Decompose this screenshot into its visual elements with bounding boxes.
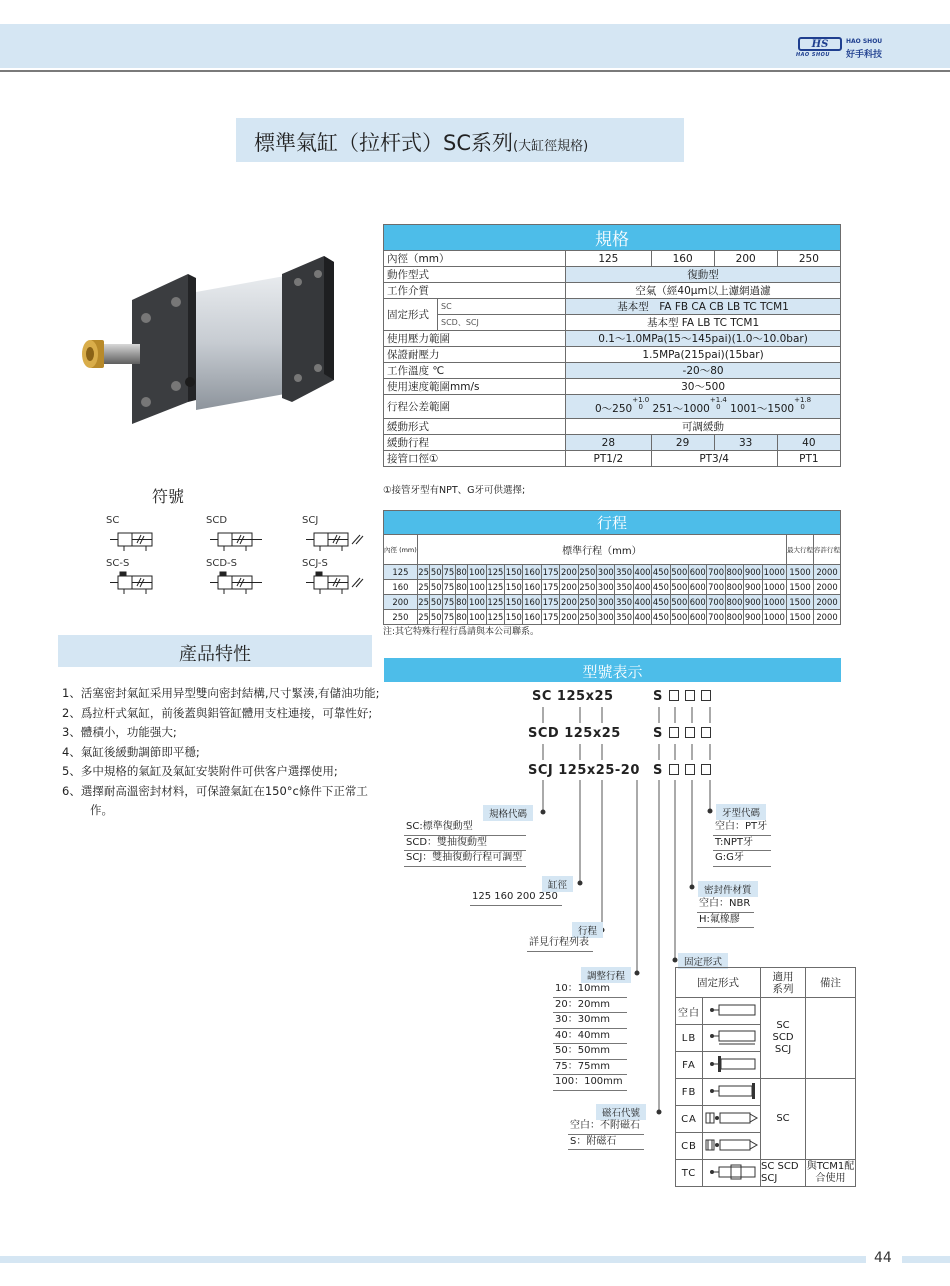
feature-item: 2、爲拉杆式氣缸，前後蓋與鋁管缸體用支柱連接，可靠性好; xyxy=(62,705,373,720)
spec-cell: 29 xyxy=(651,435,714,451)
stroke-cell: 900 xyxy=(744,580,762,595)
stroke-cell: 1000 xyxy=(762,610,786,625)
stroke-cell: 100 xyxy=(468,580,486,595)
spec-sublabel: SC xyxy=(438,299,566,315)
stroke-cell: 125 xyxy=(486,565,504,580)
stroke-cell: 250 xyxy=(578,610,596,625)
spec-cell: 1.5MPa(215pai)(15bar) xyxy=(566,347,841,363)
model-heading: 型號表示 xyxy=(582,663,643,681)
logo-badge: HS xyxy=(798,37,842,51)
stroke-cell: 350 xyxy=(615,580,633,595)
symbol-drawing xyxy=(302,570,366,596)
model-option-boxes: S xyxy=(653,689,711,704)
stroke-cell: 160 xyxy=(523,580,541,595)
stroke-row xyxy=(384,610,841,625)
stroke-cell: 75 xyxy=(443,580,456,595)
stroke-cell: 500 xyxy=(670,580,688,595)
stroke-cell: 1000 xyxy=(762,565,786,580)
stroke-cell: 400 xyxy=(633,595,651,610)
spec-cell: PT1/2 xyxy=(566,451,651,467)
stroke-cell: 250 xyxy=(578,565,596,580)
model-type-options: SC:標準復動型 SCD：雙抽復動型 SCJ：雙抽復動行程可調型 xyxy=(404,820,526,867)
stroke-cell: 350 xyxy=(615,565,633,580)
symbol-drawing xyxy=(302,527,366,553)
stroke-bore-cell: 125 xyxy=(384,565,418,580)
stroke-cell: 1000 xyxy=(762,580,786,595)
stroke-cell: 600 xyxy=(689,565,707,580)
stroke-cell: 300 xyxy=(597,595,615,610)
stroke-cell: 100 xyxy=(468,595,486,610)
stroke-cell: 200 xyxy=(560,580,578,595)
stroke-cell: 150 xyxy=(505,565,523,580)
spec-cell: 可調緩動 xyxy=(566,419,841,435)
model-mount-tag: 固定形式 xyxy=(678,953,728,969)
model-type-tag: 規格代碼 xyxy=(483,805,533,821)
spec-cell: 250 xyxy=(777,251,840,267)
mount-code: LB xyxy=(676,1025,703,1052)
stroke-cell: 125 xyxy=(486,595,504,610)
mount-series: SC xyxy=(761,1079,806,1160)
features-list xyxy=(62,684,382,821)
stroke-allow-header: 容許行程 xyxy=(814,535,841,565)
stroke-cell: 80 xyxy=(455,610,468,625)
cylinder-symbol xyxy=(206,558,286,602)
model-seal-options: 空白：NBR H:氟橡膠 xyxy=(697,897,754,928)
stroke-bore-header: 內徑 (mm) xyxy=(384,535,418,565)
stroke-cell: 100 xyxy=(468,565,486,580)
stroke-cell: 25 xyxy=(417,565,430,580)
model-adjust-options: 10：10mm 20：20mm 30：30mm 40：40mm 50：50mm 75：75mm 100：100mm xyxy=(553,982,627,1091)
mount-header-note: 備注 xyxy=(806,968,856,998)
stroke-cell: 500 xyxy=(670,565,688,580)
cylinder-symbol xyxy=(106,515,186,559)
mount-code: FA xyxy=(676,1052,703,1079)
spec-label: 使用速度範圍mm/s xyxy=(384,379,566,395)
stroke-cell: 600 xyxy=(689,595,707,610)
stroke-cell: 80 xyxy=(455,565,468,580)
stroke-row xyxy=(384,580,841,595)
logo-english: HAO SHOU xyxy=(846,38,883,45)
stroke-cell: 400 xyxy=(633,565,651,580)
mount-header-form: 固定形式 xyxy=(676,968,761,998)
symbol-label: SCD-S xyxy=(206,558,237,569)
stroke-cell: 300 xyxy=(597,580,615,595)
stroke-std-header: 標準行程（mm） xyxy=(417,535,786,565)
stroke-cell: 450 xyxy=(652,565,670,580)
stroke-cell: 800 xyxy=(725,610,743,625)
spec-cell: PT3/4 xyxy=(651,451,777,467)
stroke-cell: 1500 xyxy=(787,610,814,625)
cylinder-photo xyxy=(72,252,342,442)
spec-label: 動作型式 xyxy=(384,267,566,283)
stroke-cell: 25 xyxy=(417,580,430,595)
stroke-cell: 50 xyxy=(430,595,443,610)
spec-label: 緩動行程 xyxy=(384,435,566,451)
mount-icon-cb xyxy=(703,1133,761,1160)
stroke-cell: 50 xyxy=(430,580,443,595)
spec-sublabel: SCD、SCJ xyxy=(438,315,566,331)
stroke-cell: 1500 xyxy=(787,595,814,610)
symbol-drawing xyxy=(106,527,170,553)
symbol-drawing xyxy=(206,570,270,596)
stroke-cell: 400 xyxy=(633,610,651,625)
mount-note-empty xyxy=(806,1079,856,1160)
header-rule xyxy=(0,70,950,72)
stroke-cell: 175 xyxy=(541,565,559,580)
stroke-cell: 450 xyxy=(652,595,670,610)
symbol-label: SCD xyxy=(206,515,228,526)
spec-label: 內徑（mm） xyxy=(384,251,566,267)
stroke-cell: 1500 xyxy=(787,580,814,595)
stroke-cell: 2000 xyxy=(814,565,841,580)
cylinder-symbol xyxy=(106,558,186,602)
model-bore-tag: 缸徑 xyxy=(542,876,573,892)
logo-subtext: HAO SHOU xyxy=(796,52,830,58)
spec-cell: 空氣（經40μm以上濾網過濾 xyxy=(566,283,841,299)
mount-icon-fb xyxy=(703,1079,761,1106)
mount-icon-lb xyxy=(703,1025,761,1052)
feature-item: 3、體積小，功能强大; xyxy=(62,725,177,739)
model-code-line: SC 125x25 xyxy=(532,689,614,704)
stroke-cell: 500 xyxy=(670,610,688,625)
model-magnet-tag: 磁石代號 xyxy=(596,1104,646,1120)
model-thread-options: 空白：PT牙 T:NPT牙 G:G牙 xyxy=(713,820,771,867)
page-title: 標準氣缸（拉杆式）SC系列(大缸徑規格) xyxy=(254,131,589,155)
spec-note: ①接管牙型有NPT、G牙可供選擇; xyxy=(383,485,526,496)
mount-series: SC SCD SCJ xyxy=(761,998,806,1079)
stroke-cell: 1000 xyxy=(762,595,786,610)
stroke-cell: 250 xyxy=(578,595,596,610)
spec-cell: 基本型 FA FB CA CB LB TC TCM1 xyxy=(566,299,841,315)
stroke-cell: 160 xyxy=(523,565,541,580)
model-magnet-options: 空白：不附磁石 S：附磁石 xyxy=(568,1119,644,1150)
spec-cell: 28 xyxy=(566,435,651,451)
spec-cell: 160 xyxy=(651,251,714,267)
features-heading: 產品特性 xyxy=(179,644,251,665)
spec-heading: 規格 xyxy=(384,225,841,251)
spec-label: 行程公差範圍 xyxy=(384,395,566,419)
mount-icon-ca xyxy=(703,1106,761,1133)
stroke-cell: 900 xyxy=(744,610,762,625)
cylinder-symbol xyxy=(302,558,382,602)
mount-code: FB xyxy=(676,1079,703,1106)
stroke-heading: 行程 xyxy=(384,511,841,535)
stroke-cell: 600 xyxy=(689,580,707,595)
spec-label: 工作溫度 ℃ xyxy=(384,363,566,379)
page-title-box xyxy=(236,118,684,162)
cylinder-symbol xyxy=(302,515,382,559)
stroke-cell: 175 xyxy=(541,595,559,610)
model-code-line: SCD 125x25 xyxy=(528,726,621,741)
stroke-cell: 80 xyxy=(455,595,468,610)
stroke-max-header: 最大行程 xyxy=(787,535,814,565)
stroke-cell: 150 xyxy=(505,595,523,610)
stroke-cell: 175 xyxy=(541,610,559,625)
stroke-cell: 75 xyxy=(443,595,456,610)
mount-table xyxy=(675,967,856,1187)
stroke-cell: 450 xyxy=(652,580,670,595)
mount-series: SC SCD SCJ xyxy=(761,1160,806,1187)
stroke-cell: 75 xyxy=(443,610,456,625)
feature-item: 1、活塞密封氣缸采用异型雙向密封結構,尺寸緊湊,有儲油功能; xyxy=(62,686,380,700)
mount-code: CA xyxy=(676,1106,703,1133)
spec-cell: -20～80 xyxy=(566,363,841,379)
mount-icon-fa xyxy=(703,1052,761,1079)
feature-item: 6、選擇耐高溫密封材料，可保證氣缸在150°c條件下正常工作。 xyxy=(62,783,368,817)
stroke-cell: 160 xyxy=(523,595,541,610)
model-code-line: SCJ 125x25-20 xyxy=(528,763,640,778)
stroke-cell: 1500 xyxy=(787,565,814,580)
mount-header-series: 適用系列 xyxy=(761,968,806,998)
spec-cell: 復動型 xyxy=(566,267,841,283)
stroke-cell: 150 xyxy=(505,580,523,595)
stroke-cell: 125 xyxy=(486,610,504,625)
symbol-label: SC xyxy=(106,515,120,526)
feature-item: 4、氣缸後緩動調節即平穩; xyxy=(62,744,200,759)
stroke-cell: 700 xyxy=(707,610,725,625)
stroke-cell: 900 xyxy=(744,595,762,610)
stroke-cell: 160 xyxy=(523,610,541,625)
stroke-bore-cell: 200 xyxy=(384,595,418,610)
spec-cell: 33 xyxy=(714,435,777,451)
stroke-cell: 700 xyxy=(707,595,725,610)
stroke-cell: 250 xyxy=(578,580,596,595)
spec-cell: 0.1～1.0MPa(15～145pai)(1.0～10.0bar) xyxy=(566,331,841,347)
stroke-cell: 350 xyxy=(615,595,633,610)
stroke-cell: 50 xyxy=(430,610,443,625)
spec-label: 緩動形式 xyxy=(384,419,566,435)
mount-icon-basic xyxy=(703,998,761,1025)
model-adjust-tag: 調整行程 xyxy=(581,967,631,983)
stroke-row xyxy=(384,595,841,610)
stroke-cell: 200 xyxy=(560,595,578,610)
stroke-cell: 350 xyxy=(615,610,633,625)
spec-label: 使用壓力範圍 xyxy=(384,331,566,347)
spec-tolerance-cell: $0\sim 250^{+1.0 0}$ $251\sim 1000^{+1.4 0}$ $1001\sim 1500^{+1.8 0}$ xyxy=(566,395,841,419)
mount-note: 與TCM1配合使用 xyxy=(806,1160,856,1187)
stroke-cell: 80 xyxy=(455,580,468,595)
stroke-cell: 700 xyxy=(707,565,725,580)
stroke-cell: 800 xyxy=(725,580,743,595)
model-option-boxes: S xyxy=(653,726,711,741)
stroke-cell: 75 xyxy=(443,565,456,580)
model-stroke-tag: 行程 xyxy=(572,922,603,938)
page-title-suffix: (大缸徑規格) xyxy=(513,139,589,154)
spec-label: 接管口徑① xyxy=(384,451,566,467)
symbol-label: SC-S xyxy=(106,558,130,569)
stroke-table xyxy=(383,510,841,625)
stroke-cell: 450 xyxy=(652,610,670,625)
stroke-cell: 175 xyxy=(541,580,559,595)
stroke-cell: 25 xyxy=(417,610,430,625)
stroke-cell: 200 xyxy=(560,565,578,580)
spec-table xyxy=(383,224,841,467)
mount-code: TC xyxy=(676,1160,703,1187)
spec-cell: 125 xyxy=(566,251,651,267)
stroke-cell: 150 xyxy=(505,610,523,625)
stroke-cell: 2000 xyxy=(814,610,841,625)
symbols-heading: 符號 xyxy=(152,487,185,506)
stroke-cell: 300 xyxy=(597,565,615,580)
model-option-boxes: S xyxy=(653,763,711,778)
stroke-cell: 500 xyxy=(670,595,688,610)
stroke-cell: 600 xyxy=(689,610,707,625)
footer-band xyxy=(0,1256,866,1263)
stroke-cell: 25 xyxy=(417,595,430,610)
spec-cell: 30～500 xyxy=(566,379,841,395)
stroke-bore-cell: 250 xyxy=(384,610,418,625)
brand-logo xyxy=(796,36,896,60)
symbol-label: SCJ xyxy=(302,515,319,526)
model-thread-tag: 牙型代碼 xyxy=(716,804,766,820)
stroke-row xyxy=(384,565,841,580)
stroke-cell: 400 xyxy=(633,580,651,595)
features-heading-box xyxy=(58,635,372,667)
stroke-cell: 800 xyxy=(725,565,743,580)
cylinder-symbol xyxy=(206,515,286,559)
mount-code: CB xyxy=(676,1133,703,1160)
footer-band-right xyxy=(902,1256,950,1263)
stroke-cell: 100 xyxy=(468,610,486,625)
symbol-drawing xyxy=(106,570,170,596)
model-heading-box xyxy=(384,658,841,682)
stroke-cell: 50 xyxy=(430,565,443,580)
stroke-cell: 700 xyxy=(707,580,725,595)
spec-cell: 基本型 FA LB TC TCM1 xyxy=(566,315,841,331)
page-number: 44 xyxy=(874,1250,892,1266)
spec-cell: 40 xyxy=(777,435,840,451)
mount-icon-tc xyxy=(703,1160,761,1187)
symbol-label: SCJ-S xyxy=(302,558,328,569)
stroke-cell: 2000 xyxy=(814,580,841,595)
spec-cell: 200 xyxy=(714,251,777,267)
spec-label: 工作介質 xyxy=(384,283,566,299)
stroke-cell: 2000 xyxy=(814,595,841,610)
stroke-cell: 800 xyxy=(725,595,743,610)
feature-item: 5、多中規格的氣缸及氣缸安裝附件可供客户選擇使用; xyxy=(62,764,338,778)
model-bore-options: 125 160 200 250 xyxy=(470,890,562,906)
stroke-bore-cell: 160 xyxy=(384,580,418,595)
model-stroke-options: 詳見行程列表 xyxy=(527,936,593,952)
stroke-cell: 200 xyxy=(560,610,578,625)
spec-cell: PT1 xyxy=(777,451,840,467)
symbol-drawing xyxy=(206,527,270,553)
logo-chinese: 好手科技 xyxy=(846,50,883,60)
mount-note-empty xyxy=(806,998,856,1079)
stroke-cell: 300 xyxy=(597,610,615,625)
spec-label: 固定形式 xyxy=(384,299,438,331)
stroke-note: 注:其它特殊行程行爲請與本公司聯系。 xyxy=(383,627,540,637)
stroke-cell: 900 xyxy=(744,565,762,580)
mount-code: 空白 xyxy=(676,998,703,1025)
spec-label: 保證耐壓力 xyxy=(384,347,566,363)
stroke-cell: 125 xyxy=(486,580,504,595)
model-seal-tag: 密封件材質 xyxy=(698,881,758,897)
